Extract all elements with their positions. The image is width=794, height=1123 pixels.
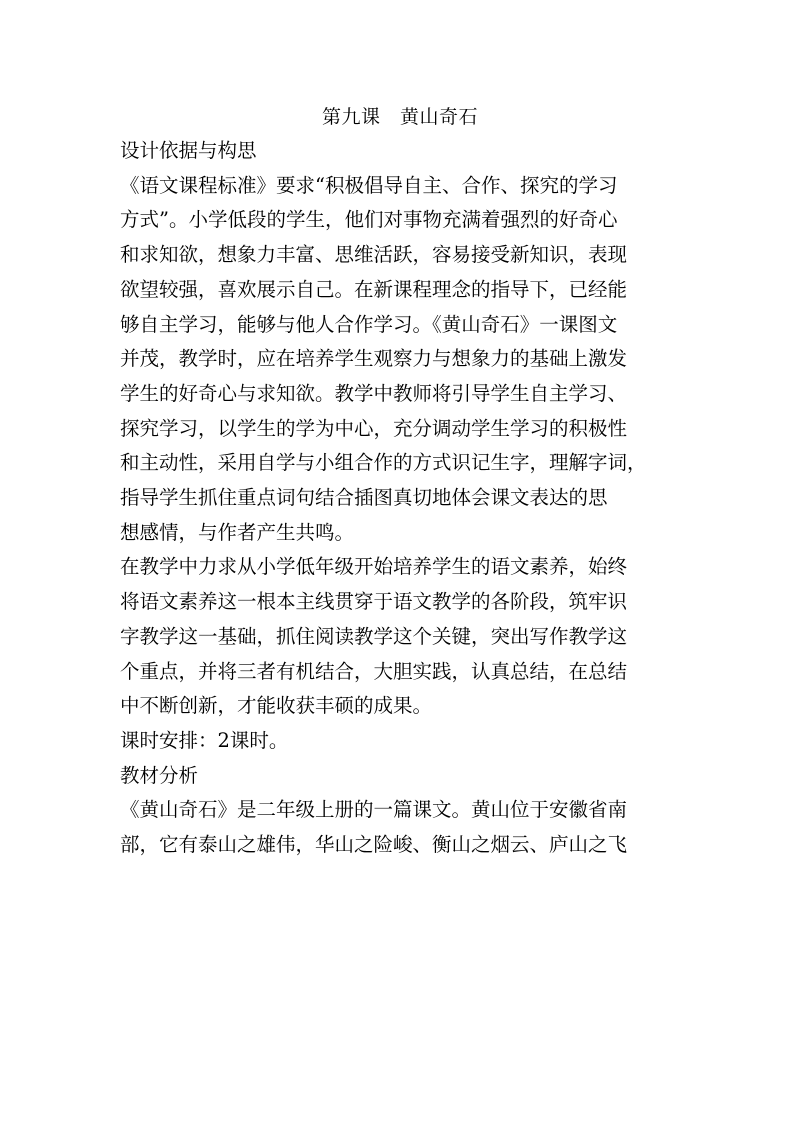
paragraph-line: 探究学习，以学生的学为中心，充分调动学生学习的积极性 bbox=[120, 416, 628, 440]
paragraph-line: 指导学生抓住重点词句结合插图真切地体会课文表达的思 bbox=[120, 486, 608, 510]
paragraph-line: 学生的好奇心与求知欲。教学中教师将引导学生自主学习、 bbox=[120, 381, 628, 405]
paragraph-line: 想感情，与作者产生共鸣。 bbox=[120, 520, 355, 544]
paragraph-line: 在教学中力求从小学低年级开始培养学生的语文素养，始终 bbox=[120, 555, 628, 579]
paragraph-line: 《语文课程标准》要求“积极倡导自主、合作、探究的学习 bbox=[120, 173, 618, 197]
paragraph-line: 中不断创新，才能收获丰硕的成果。 bbox=[120, 694, 433, 718]
paragraph-line: 《黄山奇石》是二年级上册的一篇课文。黄山位于安徽省南 bbox=[120, 798, 628, 822]
paragraph-line: 够自主学习，能够与他人合作学习。《黄山奇石》一课图文 bbox=[120, 312, 618, 336]
lesson-title: 第九课 黄山奇石 bbox=[321, 106, 478, 128]
heading-design-basis: 设计依据与构思 bbox=[120, 139, 257, 162]
paragraph-line: 个重点，并将三者有机结合，大胆实践，认真总结，在总结 bbox=[120, 659, 628, 683]
paragraph-line: 字教学这一基础，抓住阅读教学这个关键，突出写作教学这 bbox=[120, 624, 628, 648]
paragraph-line: 并茂，教学时，应在培养学生观察力与想象力的基础上激发 bbox=[120, 347, 628, 371]
paragraph-line: 和主动性，采用自学与小组合作的方式识记生字，理解字词， bbox=[120, 451, 647, 475]
paragraph-line: 将语文素养这一根本主线贯穿于语文教学的各阶段，筑牢识 bbox=[120, 590, 628, 614]
paragraph-line: 部，它有泰山之雄伟，华山之险峻、衡山之烟云、庐山之飞 bbox=[120, 833, 628, 857]
class-hours-line: 课时安排：2课时。 bbox=[120, 728, 289, 752]
document-body bbox=[120, 100, 680, 863]
paragraph-line: 和求知欲，想象力丰富、思维活跃，容易接受新知识，表现 bbox=[120, 243, 628, 267]
heading-material-analysis: 教材分析 bbox=[120, 763, 199, 787]
paragraph-line: 欲望较强，喜欢展示自己。在新课程理念的指导下，已经能 bbox=[120, 277, 628, 301]
paragraph-line: 方式”。小学低段的学生，他们对事物充满着强烈的好奇心 bbox=[120, 208, 618, 232]
